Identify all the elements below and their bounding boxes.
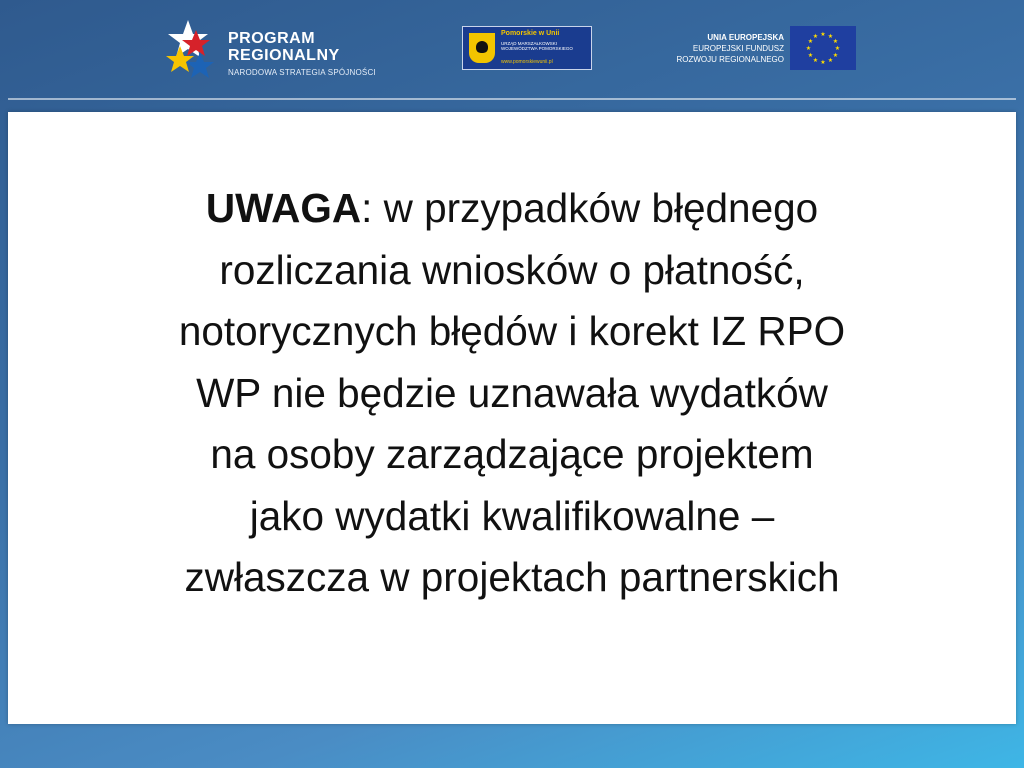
program-title: [228, 30, 340, 64]
pomorskie-office: URZĄD MARSZAŁKOWSKI WOJEWÓDZTWA POMORSKIEGO: [501, 41, 573, 51]
pomorskie-url: www.pomorskiewunii.pl: [501, 59, 553, 65]
notice-line-5: na osoby zarządzające projektem: [210, 431, 814, 477]
pomorskie-w-unii-logo: [462, 26, 592, 70]
eu-line1: UNIA EUROPEJSKA: [707, 33, 784, 42]
svg-text:★: ★: [805, 45, 812, 52]
notice-line-1-text: : w przypadków błędnego: [361, 185, 819, 231]
eu-text: [676, 32, 784, 65]
svg-text:★: ★: [827, 57, 834, 64]
svg-text:★: ★: [807, 52, 814, 59]
notice-text: [68, 178, 956, 609]
star-logo-icon: [166, 16, 226, 82]
notice-line-7: zwłaszcza w projektach partnerskich: [184, 554, 840, 600]
program-title-line1: PROGRAM: [228, 30, 316, 47]
pomorskie-title: Pomorskie w Unii: [501, 30, 560, 37]
eu-line3: ROZWOJU REGIONALNEGO: [676, 55, 784, 64]
program-title-line2: REGIONALNY: [228, 47, 340, 64]
svg-text:★: ★: [812, 57, 819, 64]
header-divider: [8, 98, 1016, 100]
svg-text:★: ★: [812, 33, 819, 40]
notice-line-3: notorycznych błędów i korekt IZ RPO: [178, 308, 846, 354]
svg-text:★: ★: [807, 38, 814, 45]
eu-flag-icon: [790, 26, 856, 70]
svg-text:★: ★: [820, 59, 826, 66]
program-regionalny-logo: [166, 16, 396, 82]
program-subtitle: NARODOWA STRATEGIA SPÓJNOŚCI: [228, 68, 376, 77]
notice-line-6: jako wydatki kwalifikowalne –: [249, 492, 775, 539]
header-bar: [0, 0, 1024, 100]
svg-text:★: ★: [827, 33, 834, 40]
griffin-crest-icon: [469, 33, 495, 63]
notice-line-2: rozliczania wniosków o płatność,: [219, 246, 805, 293]
notice-line-1: [68, 178, 956, 240]
notice-heading: UWAGA: [205, 185, 362, 231]
unia-europejska-logo: [660, 26, 860, 72]
svg-text:★: ★: [820, 31, 826, 38]
svg-text:★: ★: [832, 38, 839, 45]
content-panel: [8, 112, 1016, 724]
eu-line2: EUROPEJSKI FUNDUSZ: [692, 44, 784, 53]
svg-text:★: ★: [834, 45, 841, 52]
notice-line-4: WP nie będzie uznawała wydatków: [196, 369, 828, 416]
svg-text:★: ★: [832, 52, 839, 59]
